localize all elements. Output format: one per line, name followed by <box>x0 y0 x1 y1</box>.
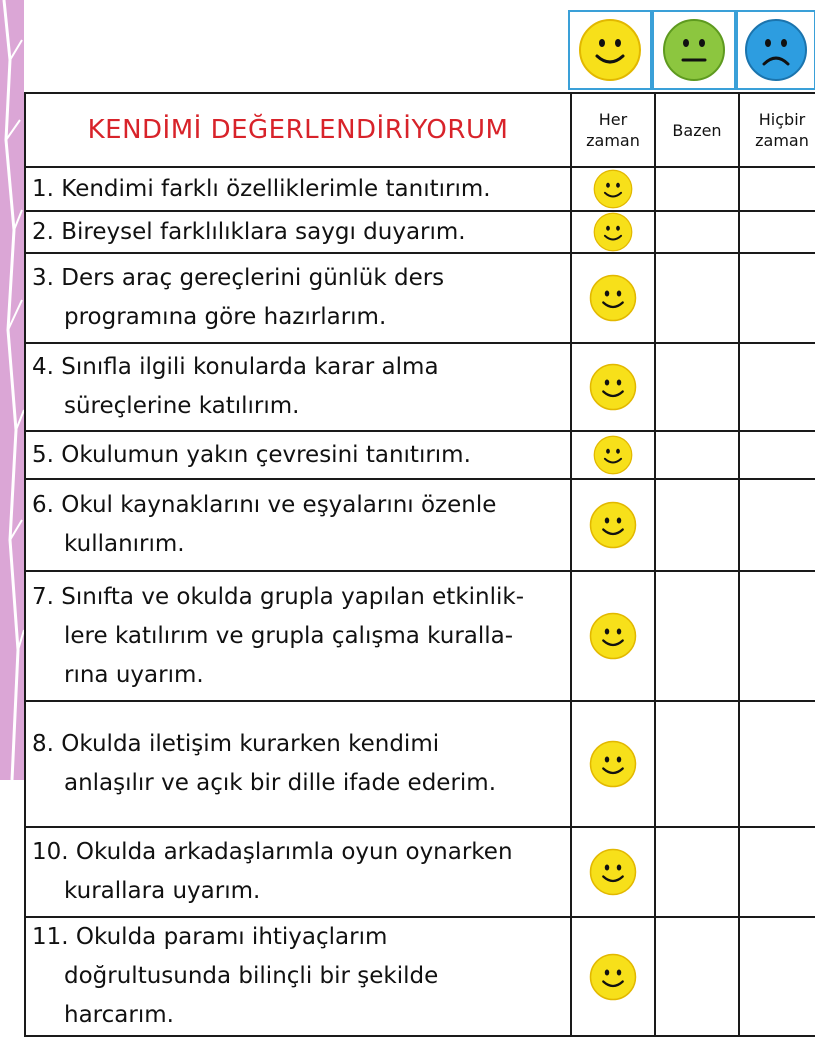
statement-line: doğrultusunda bilinçli bir şekilde <box>64 963 439 989</box>
happy-face-icon <box>593 212 633 252</box>
rating-cell-always[interactable] <box>571 253 655 343</box>
table-header-row <box>25 93 815 167</box>
statement-cell <box>25 253 571 343</box>
self-assessment-table <box>24 92 815 1037</box>
rating-cell-never[interactable] <box>739 571 815 701</box>
table-row <box>25 167 815 211</box>
sad-face-box <box>736 10 815 90</box>
rating-cell-always[interactable] <box>571 431 655 479</box>
rating-cell-sometimes[interactable] <box>655 343 739 431</box>
rating-cell-sometimes[interactable] <box>655 917 739 1036</box>
rating-cell-never[interactable] <box>739 431 815 479</box>
happy-face-icon <box>589 501 637 549</box>
statement-line: süreçlerine katılırım. <box>64 393 300 419</box>
statement-cell <box>25 431 571 479</box>
column-header-line: zaman <box>755 131 809 150</box>
column-header-line: Her <box>598 110 628 129</box>
rating-cell-always[interactable] <box>571 211 655 253</box>
rating-cell-never[interactable] <box>739 211 815 253</box>
table-row <box>25 479 815 571</box>
table-row <box>25 431 815 479</box>
statement-line: 11. Okulda paramı ihtiyaçlarım <box>32 924 388 950</box>
statement-cell <box>25 917 571 1036</box>
column-header-line: zaman <box>586 131 640 150</box>
happy-face-icon <box>589 740 637 788</box>
table-row <box>25 253 815 343</box>
column-header-never <box>739 93 815 167</box>
rating-cell-sometimes[interactable] <box>655 571 739 701</box>
rating-cell-always[interactable] <box>571 343 655 431</box>
rating-cell-always[interactable] <box>571 167 655 211</box>
rating-cell-never[interactable] <box>739 167 815 211</box>
statement-line: rına uyarım. <box>64 661 204 688</box>
statement-line: anlaşılır ve açık bir dille ifade ederim. <box>64 770 497 796</box>
statement-cell <box>25 167 571 211</box>
statement-line: 8. Okulda iletişim kurarken kendimi <box>32 731 440 757</box>
rating-cell-never[interactable] <box>739 479 815 571</box>
statement-cell <box>25 827 571 917</box>
statement-line: 3. Ders araç gereçlerini günlük ders <box>32 265 445 291</box>
statement-line: 6. Okul kaynaklarını ve eşyalarını özenle <box>32 492 497 518</box>
rating-cell-never[interactable] <box>739 253 815 343</box>
decorative-side-band <box>0 0 24 780</box>
table-row <box>25 343 815 431</box>
statement-line: 4. Sınıfla ilgili konularda karar alma <box>32 354 439 380</box>
table-row <box>25 571 815 701</box>
statement-line: programına göre hazırlarım. <box>64 304 387 330</box>
rating-cell-always[interactable] <box>571 917 655 1036</box>
statement-cell <box>25 343 571 431</box>
rating-cell-sometimes[interactable] <box>655 167 739 211</box>
statement-cell <box>25 571 571 701</box>
happy-face-box <box>568 10 652 90</box>
statement-cell <box>25 701 571 827</box>
column-header-line: Bazen <box>672 120 722 140</box>
neutral-face-icon <box>662 18 726 82</box>
statement-line: kullanırım. <box>64 531 185 557</box>
table-row <box>25 827 815 917</box>
statement-cell <box>25 211 571 253</box>
sad-face-icon <box>744 18 808 82</box>
happy-face-icon <box>589 848 637 896</box>
rating-cell-sometimes[interactable] <box>655 827 739 917</box>
column-header-line: Hiçbir <box>758 110 806 129</box>
rating-cell-sometimes[interactable] <box>655 211 739 253</box>
rating-cell-never[interactable] <box>739 343 815 431</box>
happy-face-icon <box>593 169 633 209</box>
table-row <box>25 917 815 1036</box>
rating-cell-never[interactable] <box>739 827 815 917</box>
rating-cell-sometimes[interactable] <box>655 253 739 343</box>
statement-line: 1. Kendimi farklı özelliklerimle tanıtırım. <box>32 175 491 202</box>
statement-line: 7. Sınıfta ve okulda grupla yapılan etkinlik- <box>32 583 525 610</box>
rating-cell-sometimes[interactable] <box>655 431 739 479</box>
tree-branch-decoration <box>0 0 24 780</box>
happy-face-icon <box>593 435 633 475</box>
rating-cell-always[interactable] <box>571 827 655 917</box>
happy-face-icon <box>589 953 637 1001</box>
rating-cell-always[interactable] <box>571 479 655 571</box>
rating-cell-never[interactable] <box>739 917 815 1036</box>
rating-cell-sometimes[interactable] <box>655 701 739 827</box>
rating-cell-sometimes[interactable] <box>655 479 739 571</box>
statement-line: 2. Bireysel farklılıklara saygı duyarım. <box>32 218 466 245</box>
statement-cell <box>25 479 571 571</box>
table-row <box>25 211 815 253</box>
happy-face-icon <box>589 363 637 411</box>
happy-face-icon <box>589 274 637 322</box>
statement-line: 5. Okulumun yakın çevresini tanıtırım. <box>32 441 471 468</box>
statement-line: kurallara uyarım. <box>64 878 261 904</box>
table-title: KENDİMİ DEĞERLENDİRİYORUM <box>25 93 571 167</box>
statement-line: 10. Okulda arkadaşlarımla oyun oynarken <box>32 839 513 865</box>
rating-cell-never[interactable] <box>739 701 815 827</box>
rating-cell-always[interactable] <box>571 571 655 701</box>
happy-face-icon <box>589 612 637 660</box>
column-header-sometimes <box>655 93 739 167</box>
column-header-always <box>571 93 655 167</box>
statement-line: lere katılırım ve grupla çalışma kuralla- <box>64 622 514 649</box>
neutral-face-box <box>652 10 736 90</box>
happy-face-icon <box>578 18 642 82</box>
statement-line: harcarım. <box>64 1002 174 1028</box>
rating-cell-always[interactable] <box>571 701 655 827</box>
table-row <box>25 701 815 827</box>
